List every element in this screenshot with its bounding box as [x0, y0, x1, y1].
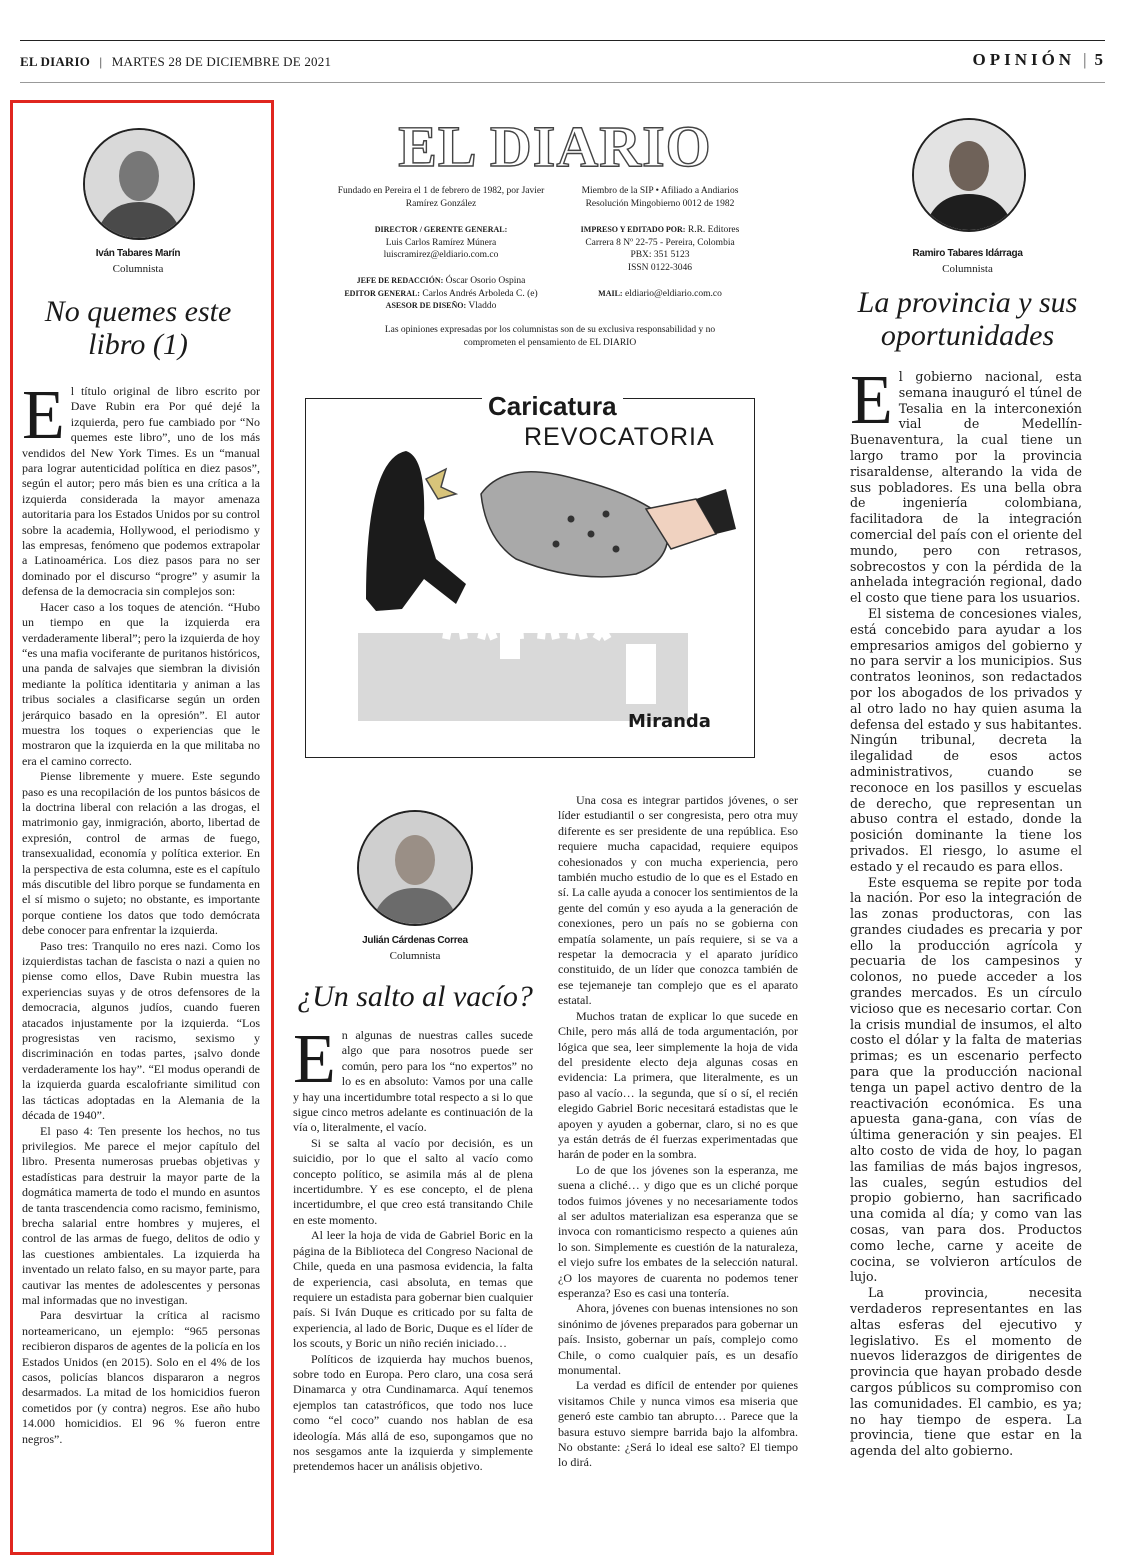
column-title-mid: ¿Un salto al vacío? — [297, 980, 533, 1013]
printed-label: IMPRESO Y EDITADO POR: — [580, 225, 686, 234]
paper-name: EL DIARIO — [20, 54, 91, 69]
editor-name: Carlos Andrés Arboleda C. (e) — [422, 288, 538, 299]
cartoon-subtitle: REVOCATORIA — [524, 423, 715, 451]
mail-value: eldiario@eldiario.com.co — [624, 289, 722, 299]
paragraph: Piense libremente y muere. Este segundo paso es una recopilación de los puntos básicos de la doctrina liberal con relación a las drogas, el matrimonio gay, inmigración, aborto, libertad de expresión, control de armas de fuego, transexualidad, economía y política exterior. En la perspectiva de esta columna, este es el capítulo más discutible del libro porque se fundamenta en el sí mismo o sujeto; no obstante, es importante porque contiene los datos que todo demócrata debe conocer para enfrentar la izquierda. — [22, 769, 260, 938]
author-photo-left — [83, 128, 195, 240]
director-label: DIRECTOR / GERENTE GENERAL: — [374, 225, 508, 234]
issn: ISSN 0122-3046 — [627, 262, 693, 273]
paragraph: Este esquema se repite por toda la nación. Por eso la integración de las zonas productoras, con las grandes ciudades es precaria y por ello la producción agrícola y pecuaria de los campesinos y colonos, no puede acceder a los grandes mercados. Es un círculo vicioso que es necesario cortar. Con la crisis mundial de insumos, el alto costo el dólar y la falta de materias primas; es un escenario perfecto para que la producción nacional tenga un papel activo dentro de la reactivación económica. Es una apuesta gana-gana, con vías de última generación y sin peajes. El alto costo de vida de hoy, lo pagan las familias de más bajos ingresos, las cuales, según estudios del propio gobierno, han sacrificado una comida al día; y como van las cosas, van para dos. Productos como leche, carne y aceite de cocina, se volvieron artículos de lujo. — [850, 874, 1082, 1285]
masthead-printer — [560, 224, 760, 274]
masthead-founded: Fundado en Pereira el 1 de febrero de 1982, por Javier Ramírez González — [337, 186, 545, 209]
jefe-name: Óscar Osorio Ospina — [445, 276, 526, 286]
column-body-left — [22, 377, 260, 1447]
paragraph: Una cosa es integrar partidos jóvenes, o ser líder estudiantil o ser congresista, pero otra muy diferente es ser presidente de una república. Eso requiere mucha capacidad, requiere equipos cohesionados y con mucha experiencia, pero también mucho estudio de lo que es el Estado en sí. La calle ayuda a conocer los sentimientos de la gente del común y eso ayuda a la generación de conexiones, pero un país no se gobierna con empatía solamente, un país requiere, si se va a respetar la democracia y el aparato jurídico constituido, de un líder que conozca también de ese tejemaneje tan complejo que es el aparato estatal. — [558, 793, 798, 1008]
paragraph: Paso tres: Tranquilo no eres nazi. Como los izquierdistas tachan de fascista o nazi a quien no piense como ellos, Dave Rubin muestra las experiencias suyas y de otros defensores de la democracia, algunos judíos, cuando fueren atacados injustamente por la izquierda. “Los progresistas ven racismo, sexismo y discriminación en todas partes, ¡salvo donde verdaderamente los hay”. “El modus operandi de la izquierda guarda escalofriante similitud con las tácticas adoptadas en la Alemania de la década de 1940”. — [22, 938, 260, 1123]
paragraph: Políticos de izquierda hay muchos buenos, sobre todo en Europa. Pero claro, una cosa será Dinamarca y otra Cundinamarca. Aquí tenemos ejemplos tan catastróficos, que todo nos luce como “el coco” cuando nos hablan de esa ideología. Más allá de eso, supongamos que no nos sesgamos ante la izquierda y simplemente pretendemos hacer un análisis objetivo. — [293, 1351, 533, 1474]
author-role-left: Columnista — [112, 263, 164, 275]
masthead-logo: EL DIARIO — [398, 114, 712, 179]
director-name: Luis Carlos Ramírez Múnera — [385, 237, 497, 248]
paragraph: La verdad es difícil de entender por quienes visitamos Chile y nunca vimos esa miseria que generó este cambio tan abrupto… Parece que la basura estuvo siempre barrida bajo la alfombra. No obstante: ¿Será lo ideal ese salto? El tiempo lo dirá. — [558, 1378, 798, 1470]
author-photo-right — [912, 118, 1026, 232]
paragraph: Lo de que los jóvenes son la esperanza, me suena a cliché… y digo que es un cliché porque todos fuimos jóvenes y no necesariamente todos al ser adultos materializan esa esperanza que se invoca con romanticismo respecto a quienes aún lo son. Simplemente es cuestión de la naturaleza, el viejo sufre los embates de la selección natural. ¿O los mayores de cuarenta no podemos tener esperanza? Eso es casi una tontería. — [558, 1162, 798, 1300]
paragraph: Para desvirtuar la crítica al racismo norteamericano, un ejemplo: “965 personas recibieron disparos de agentes de la policía en los Estados Unidos (en 2015). Solo en el 4% de los casos, policías blancos dispararon a negros desarmados. La mitad de los homicidios fueron cometidos por (y contra) negros. Ese año hubo 14.000 homicidios. El 96 % fueron entre negros”. — [22, 1308, 260, 1446]
editor-label: EDITOR GENERAL: — [344, 288, 420, 298]
paragraph: Hacer caso a los toques de atención. “Hubo un tiempo en que la izquierda era verdaderamente liberal”; pero la izquierda de hoy “es una mafia vociferante de puritanos históricos, una panda de salvajes que siembran la división mediante la política identitaria y animan a las tribus sociales a clasificarse según un orden jerárquico basado en la opresión”. El autor muestra los toques o experiencias que le mostraron que la izquierda en la que militaba no era el camino correcto. — [22, 599, 260, 768]
section-name: OPINIÓN — [972, 50, 1076, 69]
asesor-name: Vladdo — [468, 301, 497, 311]
author-photo-mid — [357, 810, 473, 926]
paragraph: l gobierno nacional, esta semana inauguró el túnel de Tesalia en la interconexión vial de Medellín-Buenaventura, la cual tiene un largo tramo por la provincia risaraldense, alterando la vida de sus pobladores. Es una bella obra de ingeniería colombiana, facilitadora de la integración comercial del país con el oriente del mundo, pero con retrasos, sobrecostos y con la pérdida de la anhelada integración regional, dado el costo que tiene para los usuarios. — [850, 369, 1082, 606]
drop-cap-mid: E — [293, 1021, 336, 1098]
author-role-mid: Columnista — [389, 950, 441, 962]
portrait-icon — [359, 812, 471, 924]
column-body-right — [850, 362, 1082, 1459]
printed-value: R.R. Editores — [687, 225, 740, 235]
cartoon-signature: Miranda — [628, 711, 711, 732]
column-body-mid-b — [558, 793, 798, 1471]
masthead-mail — [560, 288, 760, 301]
mail-label: MAIL: — [598, 289, 623, 298]
pbx: PBX: 351 5123 — [630, 250, 690, 260]
cartoon-panel — [305, 391, 755, 758]
address: Carrera 8 Nº 22-75 - Pereira, Colombia — [585, 237, 735, 248]
author-name-right: Ramiro Tabares Idárraga — [912, 248, 1023, 259]
issue-date: MARTES 28 DE DICIEMBRE DE 2021 — [111, 54, 332, 69]
paragraph: La provincia, necesita verdaderos representantes en las altas esferas del ejecutivo y legislativo. Es el momento de nuevos liderazgos de dirigentes de provincia que hayan probado desde cargos públicos su compromiso con las comunidades. El cambio, es ya; no hay tiempo de espera. La provincia, tiene que estar en la agenda del alto gobierno. — [850, 1285, 1082, 1459]
author-role-right: Columnista — [942, 263, 993, 275]
paragraph: El sistema de concesiones viales, está concebido para ayudar a los empresarios amigos del gobierno y no para servir a los municipios. Sus contratos leoninos, son redactados por los abogados de los privados y al otro lado no hay quien asuma la defensa del estado y sus habitantes. Ningún tribunal, decreta la ilegalidad de esos actos administrativos, cuando se reconoce en los pasillos y escuelas de derecho, que representan un abuso contra el estado, donde la posición dominante la tiene los privados. El riesgo, lo asume el estado y el recaudo es para ellos. — [850, 605, 1082, 874]
masthead-director — [335, 224, 547, 262]
drop-cap-right: E — [850, 362, 893, 439]
column-title-right: La provincia y sus oportunidades — [857, 286, 1078, 352]
paragraph: Ahora, jóvenes con buenas intensiones no son sinónimo de jóvenes preparados para gobernar un país. Insisto, gobernar un país, complejo como Chile, o como cualquier país, es un desafío monumental. — [558, 1301, 798, 1378]
paragraph: l título original de libro escrito por Dave Rubin era Por qué dejé la izquierda, pero fue cambiado por “No quemes este libro”, uno de los más vendidos del New York Times. Es un “manual para lograr autenticidad política en diez pasos”, según el autor; pero más bien es una crítica a la izquierda considerada la mayor amenaza autoritaria para los Estados Unidos por su control sobre la academia, Hollywood, el periodismo y las empresas, fenómeno que podemos extrapolar a Latinoamérica. Los diez pasos para no ser dominado por el discurso “progre” y asumir la defensa de la democracia sin complejos son: — [22, 384, 260, 599]
asesor-label: ASESOR DE DISEÑO: — [385, 301, 467, 310]
portrait-icon — [914, 120, 1024, 230]
header-rule — [20, 82, 1105, 83]
drop-cap-left: E — [22, 377, 65, 454]
top-rule — [20, 40, 1105, 41]
cartoon-illustration-icon — [306, 399, 754, 757]
director-email: luiscramirez@eldiario.com.co — [383, 250, 499, 260]
paragraph: El paso 4: Ten presente los hechos, no tus privilegios. Me parece el mejor capítulo del libro. Presenta numerosas pruebas objetivas y estadísticas para destruir la mayor parte de la dogmática mamerta de todo el mundo en asuntos de tanta trascendencia como racismo, feminismo, brecha salarial entre hombres y mujeres, el control de las armas de fuego, delitos de odio y las cuestiones ambientales. La izquierda ha inventado un relato falso, en su mayor parte, para cautivar las mentes de adolescentes y personas mal informadas que no investigan. — [22, 1123, 260, 1307]
cartoon-title: Caricatura — [482, 391, 623, 422]
paragraph: Al leer la hoja de vida de Gabriel Boric en la página de la Biblioteca del Congreso Nacional de Chile, queda en una pasmosa evidencia, la falta de experiencia, casi absoluta, en temas que requiere un estadista para gobernar bien cualquier país. Si Iván Duque es criticado por su falta de experiencia, al lado de Boric, Duque es el líder de los scouts, y Boric un niño recién iniciado… — [293, 1228, 533, 1351]
paragraph: n algunas de nuestras calles sucede algo que para nosotros puede ser común, pero para los “no expertos” no lo es en absoluto: Vamos por una calle y hay una incertidumbre total respecto a si lo que sigue cinco metros adelante es continuación de la vía o, literalmente, el vacío. — [293, 1028, 533, 1135]
author-name-mid: Julián Cárdenas Correa — [362, 935, 468, 946]
header-info: EL DIARIO | MARTES 28 DE DICIEMBRE DE 2021 — [20, 54, 332, 69]
portrait-icon — [85, 130, 193, 238]
author-name-left: Iván Tabares Marín — [95, 248, 181, 259]
masthead-member: Miembro de la SIP • Afiliado a Andiarios Resolución Mingobierno 0012 de 1982 — [581, 186, 739, 209]
masthead-disclaimer: Las opiniones expresadas por los columnistas son de su exclusiva responsabilidad y no comprometen el pensamiento de EL DIARIO — [384, 325, 716, 348]
masthead-editors — [335, 275, 547, 313]
column-title-left: No quemes este libro (1) — [44, 295, 232, 361]
section-header: OPINIÓN | 5 — [972, 50, 1103, 69]
paragraph: Muchos tratan de explicar lo que sucede en Chile, pero más allá de toda argumentación, por lógica que sea, leer simplemente la hoja de vida del presidente electo deja algunas cosas en evidencia: La primera, que literalmente, es un paso al vacío… la segunda, que sí o sí, el recién elegido Gabriel Boric necesitará estadistas que le apoyen y ayuden a gobernar, claro, si no es que ya están detrás de él fuerzas experimentadas que harán de poder en la sombra. — [558, 1008, 798, 1162]
paragraph: Si se salta al vacío por decisión, es un suicidio, por lo que el salto al vacío como concepto político, se asimila más al de plena incertidumbre. Y es ese concepto, el de plena incertidumbre, el que creo está transitando Chile en este momento. — [293, 1135, 533, 1227]
page-number: 5 — [1094, 50, 1103, 69]
jefe-label: JEFE DE REDACCIÓN: — [356, 276, 444, 285]
column-body-mid-a — [293, 1021, 533, 1475]
